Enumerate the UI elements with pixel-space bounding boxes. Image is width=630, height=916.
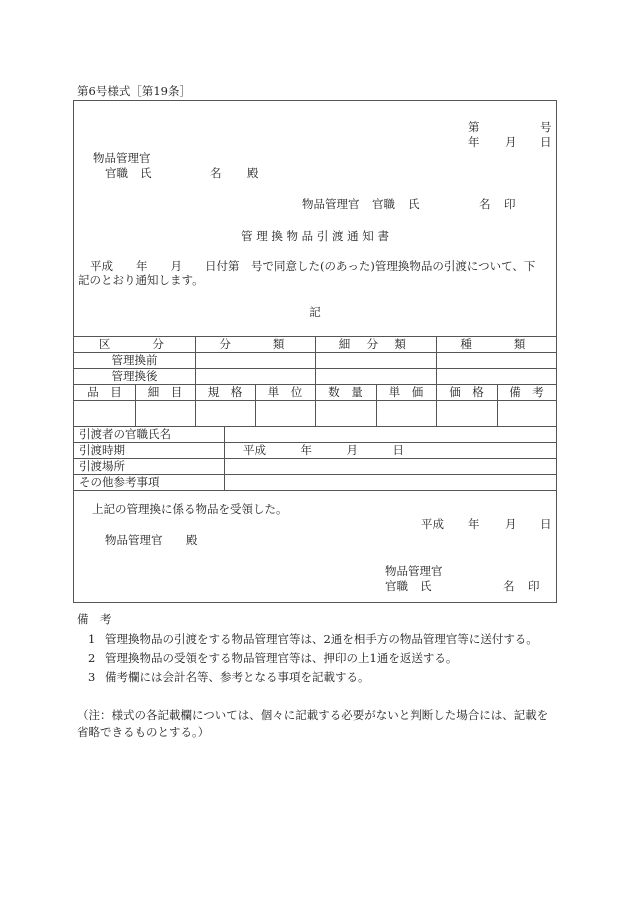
receipt-month: 月 — [505, 517, 517, 531]
sender-position: 官職 — [372, 197, 395, 211]
sender-given: 名 — [479, 197, 491, 211]
receipt-addressee-title: 物品管理官 — [105, 533, 163, 547]
note-text: 管理換物品の受領をする物品管理官等は、押印の上1通を返送する。 — [105, 651, 458, 665]
item-hinmoku-field[interactable] — [74, 400, 135, 426]
addressee-honorific: 殿 — [247, 166, 259, 180]
sender-surname: 氏 — [408, 197, 420, 211]
detail-value-handover-date[interactable]: 平成 年 月 日 — [243, 443, 404, 457]
detail-label-handover-official: 引渡者の官職氏名 — [79, 427, 171, 441]
item-header-saimoku: 細 目 — [147, 385, 183, 399]
item-header-hinmoku: 品 目 — [87, 385, 122, 399]
item-header-tani: 単 位 — [267, 385, 303, 399]
doc-number-suffix: 号 — [540, 120, 552, 134]
footnote-line2: 省略できるものとする。） — [77, 725, 210, 739]
detail-label-handover-place: 引渡場所 — [79, 459, 125, 473]
saibunrui-after-field[interactable] — [316, 368, 436, 384]
body-text-line1: 平成 年 月 日付第 号で同意した(のあった)管理換物品の引渡について、下 — [90, 259, 536, 273]
receiver-surname: 氏 — [420, 579, 432, 593]
date-day: 日 — [540, 135, 552, 149]
row-label-before: 管理換前 — [111, 353, 158, 367]
item-header-biko: 備 考 — [509, 385, 544, 399]
item-header-kikaku: 規 格 — [207, 385, 243, 399]
row-label-after: 管理換後 — [111, 369, 158, 383]
header-kubun: 区 分 — [98, 337, 171, 351]
addressee-given: 名 — [210, 166, 222, 180]
receiver-title: 物品管理官 — [385, 564, 443, 578]
bunrui-before-field[interactable] — [196, 352, 315, 368]
sender-seal: 印 — [504, 197, 516, 211]
note-text: 管理換物品の引渡をする物品管理官等は、2通を相手方の物品管理官等に送付する。 — [105, 632, 538, 646]
saibunrui-before-field[interactable] — [316, 352, 436, 368]
item-kikaku-field[interactable] — [195, 400, 255, 426]
sender-title: 物品管理官 — [302, 197, 360, 211]
shurui-before-field[interactable] — [437, 352, 556, 368]
detail-label-handover-date: 引渡時期 — [79, 443, 125, 457]
detail-value-handover-official[interactable] — [225, 426, 556, 442]
note-number: 1 — [88, 632, 96, 646]
addressee-position: 官職 — [105, 166, 128, 180]
addressee-title: 物品管理官 — [93, 151, 151, 165]
receipt-year: 年 — [468, 517, 480, 531]
document-title: 管 理 換 物 品 引 渡 通 知 書 — [241, 229, 389, 243]
detail-value-other-notes[interactable] — [225, 474, 556, 490]
shurui-after-field[interactable] — [437, 368, 556, 384]
table-line — [73, 490, 557, 491]
receiver-given: 名 — [503, 579, 515, 593]
date-year: 年 — [468, 135, 480, 149]
form-number: 第6号様式［第19条］ — [77, 84, 191, 98]
receipt-addressee-honorific: 殿 — [186, 533, 198, 547]
notes-heading: 備 考 — [77, 612, 112, 626]
header-shurui: 種 類 — [460, 337, 532, 351]
note-number: 2 — [88, 651, 96, 665]
item-biko-field[interactable] — [497, 400, 556, 426]
receipt-day: 日 — [540, 517, 552, 531]
note-number: 3 — [88, 670, 96, 684]
item-tani-field[interactable] — [255, 400, 315, 426]
item-suryo-field[interactable] — [315, 400, 376, 426]
item-tanka-field[interactable] — [376, 400, 436, 426]
bunrui-after-field[interactable] — [196, 368, 315, 384]
footnote-line1: （注：様式の各記載欄については、個々に記載する必要がないと判断した場合には、記載を — [77, 708, 549, 722]
addressee-surname: 氏 — [140, 166, 152, 180]
header-saibunrui: 細 分 類 — [338, 337, 413, 351]
header-bunrui: 分 類 — [219, 337, 291, 351]
item-header-kakaku: 価 格 — [449, 385, 484, 399]
item-saimoku-field[interactable] — [135, 400, 195, 426]
item-header-tanka: 単 価 — [388, 385, 424, 399]
detail-value-handover-place[interactable] — [225, 458, 556, 474]
detail-label-other-notes: その他参考事項 — [79, 475, 160, 489]
receipt-era: 平成 — [421, 517, 444, 531]
receiver-seal: 印 — [528, 579, 540, 593]
receipt-statement: 上記の管理換に係る物品を受領した。 — [92, 502, 288, 516]
item-kakaku-field[interactable] — [436, 400, 497, 426]
date-month: 月 — [505, 135, 517, 149]
note-text: 備考欄には会計名等、参考となる事項を記載する。 — [105, 670, 370, 684]
ki-label: 記 — [309, 305, 321, 319]
body-text-line2: 記のとおり通知します。 — [78, 273, 204, 287]
item-header-suryo: 数 量 — [328, 385, 363, 399]
doc-number-prefix: 第 — [468, 120, 480, 134]
receiver-position: 官職 — [385, 579, 408, 593]
